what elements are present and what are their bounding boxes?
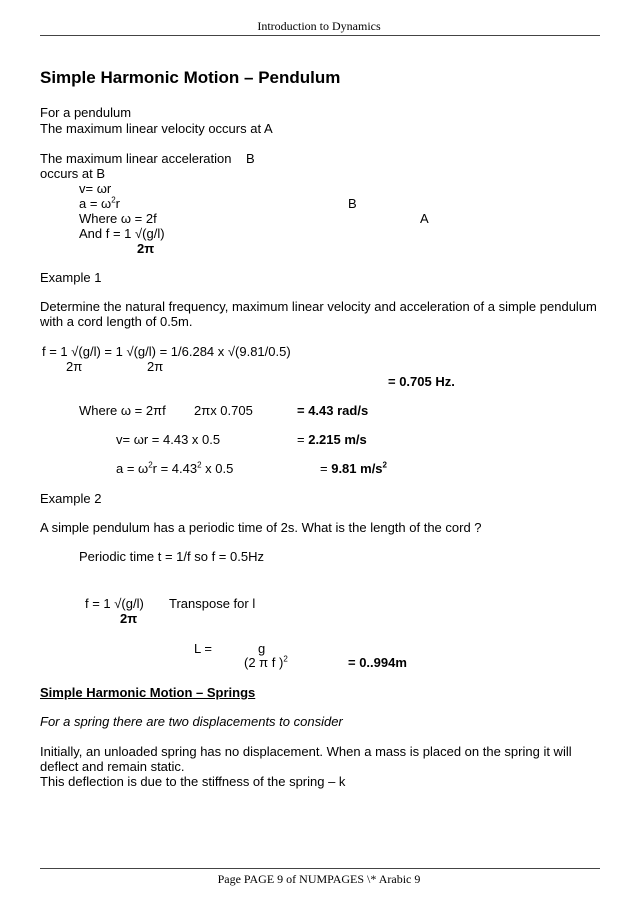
example-2-label: Example 2 <box>40 491 102 506</box>
equation-omega: Where ω = 2f <box>79 211 157 226</box>
example-2-frequency-line: f = 1 √(g/l) <box>85 596 144 611</box>
example-1-frequency-result: = 0.705 Hz. <box>388 374 455 389</box>
springs-subtitle: For a spring there are two displacements to consider <box>40 714 343 729</box>
page-footer: Page PAGE 9 of NUMPAGES \* Arabic 9 <box>217 872 421 886</box>
example-1-omega-line: Where ω = 2πf <box>79 403 166 418</box>
springs-paragraph-2: deflect and remain static. <box>40 759 185 774</box>
example-1-problem-1: Determine the natural frequency, maximum linear velocity and acceleration of a simple pendulum <box>40 299 597 314</box>
example-2-periodic: Periodic time t = 1/f so f = 0.5Hz <box>79 549 264 564</box>
example-2-L-denominator: (2 π f )$^2$ <box>244 654 288 670</box>
example-1-label: Example 1 <box>40 270 102 285</box>
example-2-L-numerator: g <box>258 641 266 656</box>
example-1-denominator-1: 2π <box>66 359 83 374</box>
intro-line-1: For a pendulum <box>40 105 132 120</box>
accel-line-1: The maximum linear acceleration <box>40 151 232 166</box>
example-2-L-result: = 0..994m <box>348 655 407 670</box>
example-1-accel-result: = 9.81 $m/s^2$ <box>320 460 387 476</box>
example-1-omega-calc: 2πx 0.705 <box>194 403 253 418</box>
example-1-accel-line: $a = \omega^2r = 4.43^2$ x 0.5 <box>116 460 234 476</box>
example-2-L-label: L = <box>194 641 212 656</box>
example-1-omega-result: = 4.43 rad/s <box>297 403 369 418</box>
diagram-label-b: B <box>348 196 357 211</box>
section-heading-springs: Simple Harmonic Motion – Springs <box>40 685 256 700</box>
example-1-denominator-2: 2π <box>147 359 164 374</box>
equation-acceleration: $a = \omega^2r$ <box>79 195 120 211</box>
section-heading-pendulum: Simple Harmonic Motion – Pendulum <box>40 68 341 87</box>
equation-frequency-denominator: 2π <box>137 241 155 256</box>
intro-line-2: The maximum linear velocity occurs at A <box>40 121 273 136</box>
equation-velocity: v= ωr <box>79 181 112 196</box>
diagram-label-a: A <box>420 211 429 226</box>
example-1-velocity-line: v= ωr = 4.43 x 0.5 <box>116 432 221 447</box>
running-header: Introduction to Dynamics <box>257 19 381 33</box>
example-1-frequency-line: f = 1 √(g/l) = 1 √(g/l) = 1/6.284 x √(9.81/0.5) <box>42 344 291 359</box>
example-2-transpose: Transpose for l <box>169 596 256 611</box>
accel-point-b: B <box>246 151 255 166</box>
equation-frequency: And f = 1 √(g/l) <box>79 226 165 241</box>
example-1-problem-2: with a cord length of 0.5m. <box>40 314 193 329</box>
example-2-problem: A simple pendulum has a periodic time of 2s. What is the length of the cord ? <box>40 520 482 535</box>
footer-rule <box>40 868 600 869</box>
accel-line-2: occurs at B <box>40 166 106 181</box>
example-1-velocity-result: = 2.215 m/s <box>297 432 367 447</box>
example-2-frequency-denominator: 2π <box>120 611 138 626</box>
springs-paragraph-1: Initially, an unloaded spring has no displacement. When a mass is placed on the spring it will <box>40 744 572 759</box>
springs-paragraph-3: This deflection is due to the stiffness of the spring – k <box>40 774 346 789</box>
header-rule <box>40 35 600 36</box>
